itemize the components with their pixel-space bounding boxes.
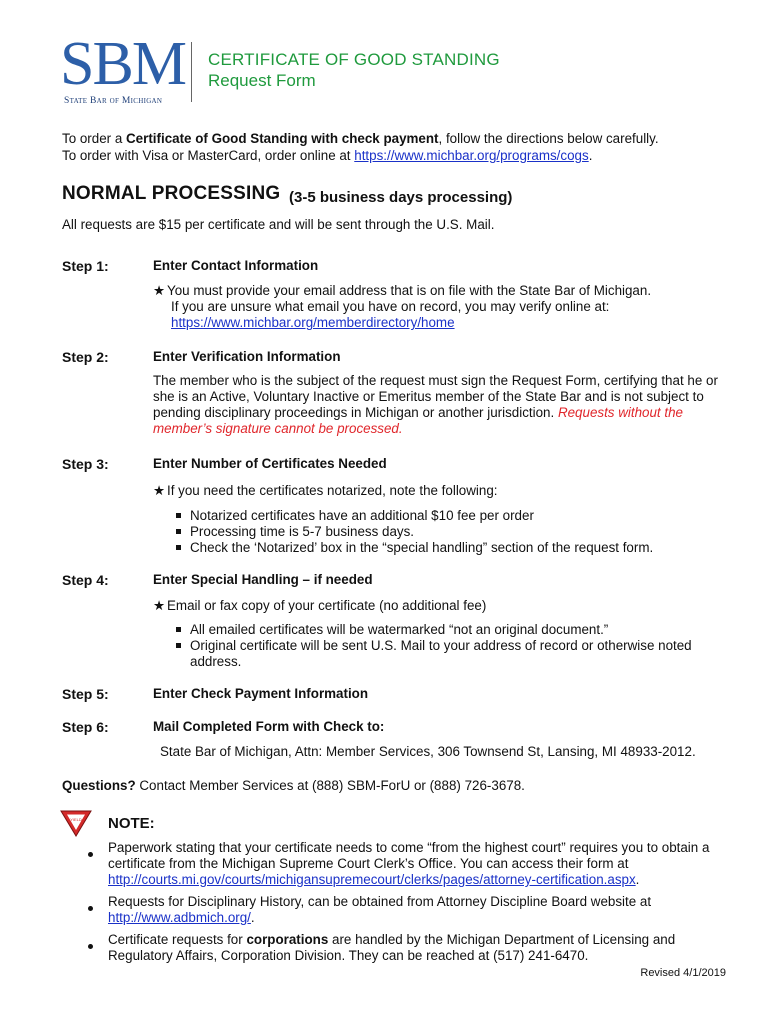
bullet-icon	[88, 937, 93, 953]
note-heading: NOTE:	[108, 815, 155, 832]
step-1-label: Step 1:	[62, 258, 109, 274]
adb-link[interactable]: http://www.adbmich.org/	[108, 910, 251, 925]
note-item: Requests for Disciplinary History, can be obtained from Attorney Discipline Board website at http://www.adbmich.org/.	[108, 894, 652, 925]
square-bullet-icon	[176, 545, 181, 550]
list-item: Notarized certificates have an additional $10 fee per order	[176, 508, 736, 524]
list-item: All emailed certificates will be watermarked “not an original document.”	[176, 622, 736, 638]
square-bullet-icon	[176, 643, 181, 648]
revision-date: Revised 4/1/2019	[640, 967, 726, 979]
step-1-instructions: ★ You must provide your email address that is on file with the State Bar of Michigan. If you are unsure what email you have on record, you may verify online at: https://www.michbar.org/memberdirectory/home	[153, 283, 652, 330]
square-bullet-icon	[176, 627, 181, 632]
signature-warning: Requests without the member’s signature cannot be processed.	[153, 405, 683, 436]
questions-contact: Questions? Contact Member Services at (888) SBM-ForU or (888) 726-3678.	[62, 778, 525, 793]
step-6-label: Step 6:	[62, 719, 109, 735]
square-bullet-icon	[176, 513, 181, 518]
step-3-star-item: ★ If you need the certificates notarized, note the following:	[153, 483, 498, 498]
step-1-title: Enter Contact Information	[153, 258, 319, 273]
logo-subtitle: State Bar of Michigan	[64, 96, 163, 106]
yield-sign-icon	[60, 809, 92, 837]
page-subtitle: Request Form	[208, 71, 316, 90]
step-4-title: Enter Special Handling – if needed	[153, 572, 373, 587]
bullet-icon	[88, 845, 93, 861]
list-item: Processing time is 5-7 business days.	[176, 524, 736, 540]
step-2-body: The member who is the subject of the request must sign the Request Form, certifying that he or she is an Active, Voluntary Inactive or Emeritus member of the State Bar and is not subject to pending disciplinary proceedings in Michigan or another jurisdiction. Requests without the member’s signature cannot be processed.	[153, 373, 718, 436]
page-title: CERTIFICATE OF GOOD STANDING	[208, 50, 500, 69]
normal-processing-heading: NORMAL PROCESSING	[62, 183, 281, 204]
bullet-icon	[88, 899, 93, 915]
list-item: Check the ‘Notarized’ box in the “special handling” section of the request form.	[176, 540, 736, 556]
step-5-title: Enter Check Payment Information	[153, 686, 369, 701]
star-icon: ★	[153, 598, 166, 613]
mailing-address: State Bar of Michigan, Attn: Member Services, 306 Townsend St, Lansing, MI 48933-2012.	[160, 744, 696, 759]
supreme-court-form-link[interactable]: http://courts.mi.gov/courts/michigansupremecourt/clerks/pages/attorney-certification.aspx	[108, 872, 636, 887]
intro-line-2: To order with Visa or MasterCard, order online at https://www.michbar.org/programs/cogs.	[62, 148, 593, 163]
star-icon: ★	[153, 283, 166, 298]
processing-time: (3-5 business days processing)	[289, 189, 513, 206]
step-4-star-item: ★ Email or fax copy of your certificate (no additional fee)	[153, 598, 487, 613]
square-bullet-icon	[176, 529, 181, 534]
header-divider	[191, 42, 192, 102]
cogs-link[interactable]: https://www.michbar.org/programs/cogs	[354, 148, 589, 163]
pricing-description: All requests are $15 per certificate and will be sent through the U.S. Mail.	[62, 217, 495, 232]
step-6-title: Mail Completed Form with Check to:	[153, 719, 385, 734]
step-3-label: Step 3:	[62, 456, 109, 472]
yield-sign-text: YIELD	[70, 817, 82, 822]
intro-line-1: To order a Certificate of Good Standing with check payment, follow the directions below carefully.	[62, 131, 659, 146]
star-icon: ★	[153, 483, 166, 498]
step-2-label: Step 2:	[62, 349, 109, 365]
member-directory-link[interactable]: https://www.michbar.org/memberdirectory/home	[171, 315, 455, 330]
list-item: Original certificate will be sent U.S. Mail to your address of record or otherwise noted address.	[176, 638, 735, 670]
step-2-title: Enter Verification Information	[153, 349, 341, 364]
note-item: Certificate requests for corporations are handled by the Michigan Department of Licensing and Regulatory Affairs, Corporation Division. They can be reached at (517) 241-6470.	[108, 932, 676, 963]
sbm-logo: SBM	[60, 30, 185, 98]
step-5-label: Step 5:	[62, 686, 109, 702]
step-4-label: Step 4:	[62, 572, 109, 588]
step-3-title: Enter Number of Certificates Needed	[153, 456, 387, 471]
note-item: Paperwork stating that your certificate needs to come “from the highest court” requires you to obtain a certificate from the Michigan Supreme Court Clerk’s Office. You can access their form at http://courts.mi.gov/courts/michigansupremecourt/clerks/pages/attorney-certification.aspx.	[108, 840, 710, 887]
